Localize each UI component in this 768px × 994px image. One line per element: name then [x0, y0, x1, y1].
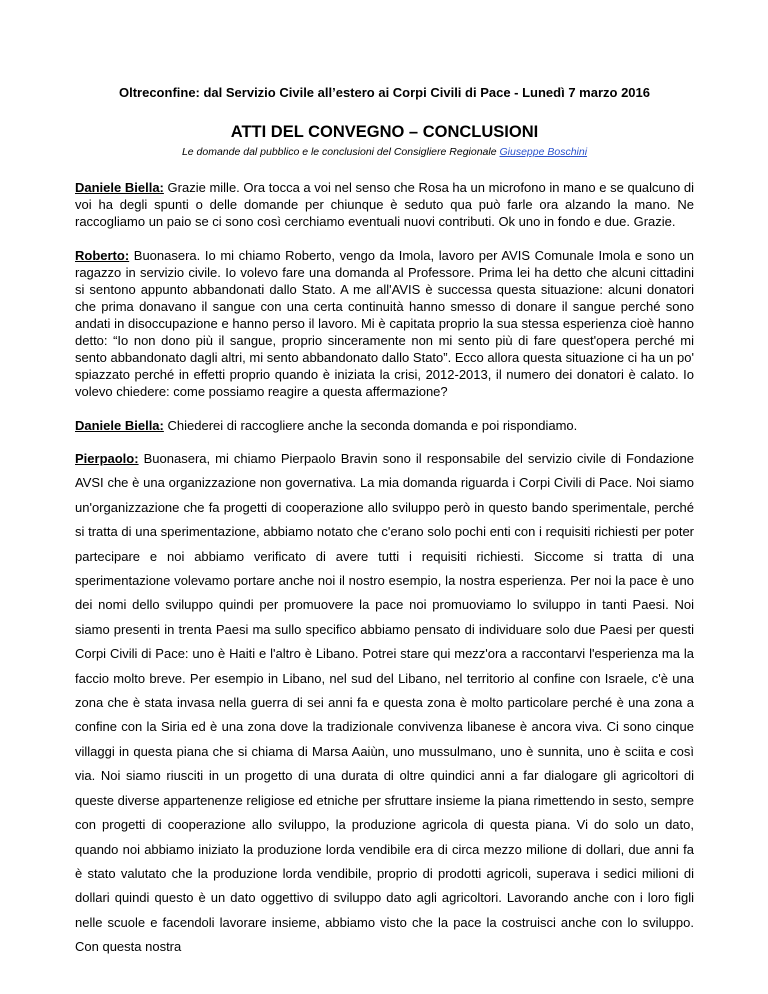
conference-header: Oltreconfine: dal Servizio Civile all’estero ai Corpi Civili di Pace - Lunedì 7 marzo 2016 — [118, 85, 650, 100]
boschini-link[interactable]: Giuseppe Boschini — [499, 146, 588, 158]
document-title: ATTI DEL CONVEGNO – CONCLUSIONI — [230, 123, 539, 141]
speaker-label: Daniele Biella: — [75, 180, 164, 195]
paragraph-text: Buonasera, mi chiamo Pierpaolo Bravin sono il responsabile del servizio civile di Fondazione AVSI che è una organizzazione non governativa. La mia domanda riguarda i Corpi Civili di Pace. Noi siamo un'organizzazione che fa progetti di cooperazione allo sviluppo però in questo bando sperimentale, perché si tratta di una sperimentazione, abbiamo notato che c'erano solo pochi enti con i requisiti richiesti per poter partecipare e noi abbiamo verificato di avere tutti i requisiti richiesti. Siccome si tratta di una sperimentazione volevamo portare anche noi il nostro esempio, la nostra esperienza. Per noi la pace è uno dei nomi dello sviluppo quindi per promuovere la pace noi promuoviamo lo sviluppo in tanti Paesi. Noi siamo presenti in trenta Paesi ma sullo specifico abbiamo pensato di individuare solo due Paesi per questi Corpi Civili di Pace: uno è Haiti e l'altro è Libano. Potrei stare qui mezz'ora a raccontarvi l'esperienza ma la faccio molto breve. Per esempio in Libano, nel sud del Libano, nel territorio al confine con Israele, c'è una zona che è stata invasa nella guerra di sei anni fa e questa zona è molto particolare perché è una zona a confine con la Siria ed è una zona dove la tradizionale convivenza libanese è ancora viva. Ci sono cinque villaggi in questa piana che si chiama di Marsa Aaiùn, uno mussulmano, uno è sunnita, uno è sciita e così via. Noi siamo riusciti in un progetto di una durata di oltre quindici anni a far dialogare gli agricoltori di queste diverse appartenenze religiose ed etniche per sfruttare insieme la piana rimettendo in sesto, sempre con progetti di cooperazione allo sviluppo, la produzione agricola di questa piana. Vi do solo un dato, quando noi abbiamo iniziato la produzione lorda vendibile era di circa mezzo milione di dollari, due anni fa è stato valutato che la produzione lorda vendibile, proprio di prodotti agricoli, superava i sedici milioni di dollari quindi questo è un dato oggettivo di sviluppo dato agli agricoltori. Lavorando anche con i loro figli nelle scuole e facendoli lavorare insieme, abbiamo visto che la pace la costruisci anche con lo sviluppo. Con questa nostra — [75, 451, 694, 955]
paragraph-biella-1 — [75, 179, 694, 230]
paragraph-biella-2 — [75, 417, 694, 434]
speaker-label: Pierpaolo: — [75, 451, 139, 466]
subtitle-text: Le domande dal pubblico e le conclusioni del Consigliere Regionale — [181, 146, 500, 158]
paragraph-roberto — [75, 247, 694, 400]
paragraph-text: Grazie mille. Ora tocca a voi nel senso che Rosa ha un microfono in mano e se qualcuno di voi ha degli spunti o delle domande per chiunque è seduto qua può farle ora alzando la mano. Ne raccogliamo un paio se ci sono così cerchiamo eventuali nuovi contributi. Ok uno in fondo e due. Grazie. — [75, 180, 694, 229]
speaker-label: Daniele Biella: — [75, 418, 164, 433]
document-subtitle — [75, 145, 694, 159]
speaker-label: Roberto: — [75, 248, 130, 263]
paragraph-text: Buonasera. Io mi chiamo Roberto, vengo da Imola, lavoro per AVIS Comunale Imola e sono un ragazzo in servizio civile. Io volevo fare una domanda al Professore. Prima lei ha detto che alcuni cittadini si sentono appunto abbandonati dallo Stato. A me all'AVIS è successa questa situazione: alcuni donatori che prima donavano il sangue con una certa continuità hanno smesso di donare il sangue perché sono andati in disoccupazione e hanno perso il lavoro. Mi è capitata proprio la sua stessa esperienza cioè hanno detto: “Io non dono più il sangue, proprio sinceramente non mi sento più di fare quest'opera perché mi sento abbandonato dagli altri, mi sento abbandonato dallo Stato”. Ecco allora questa situazione ci ha un po' spiazzato perché in effetti proprio quando è iniziata la crisi, 2012-2013, il numero dei donatori è calato. Io volevo chiedere: come possiamo reagire a questa affermazione? — [75, 248, 694, 399]
paragraph-pierpaolo — [75, 447, 694, 960]
paragraph-text: Chiederei di raccogliere anche la seconda domanda e poi rispondiamo. — [167, 418, 578, 433]
